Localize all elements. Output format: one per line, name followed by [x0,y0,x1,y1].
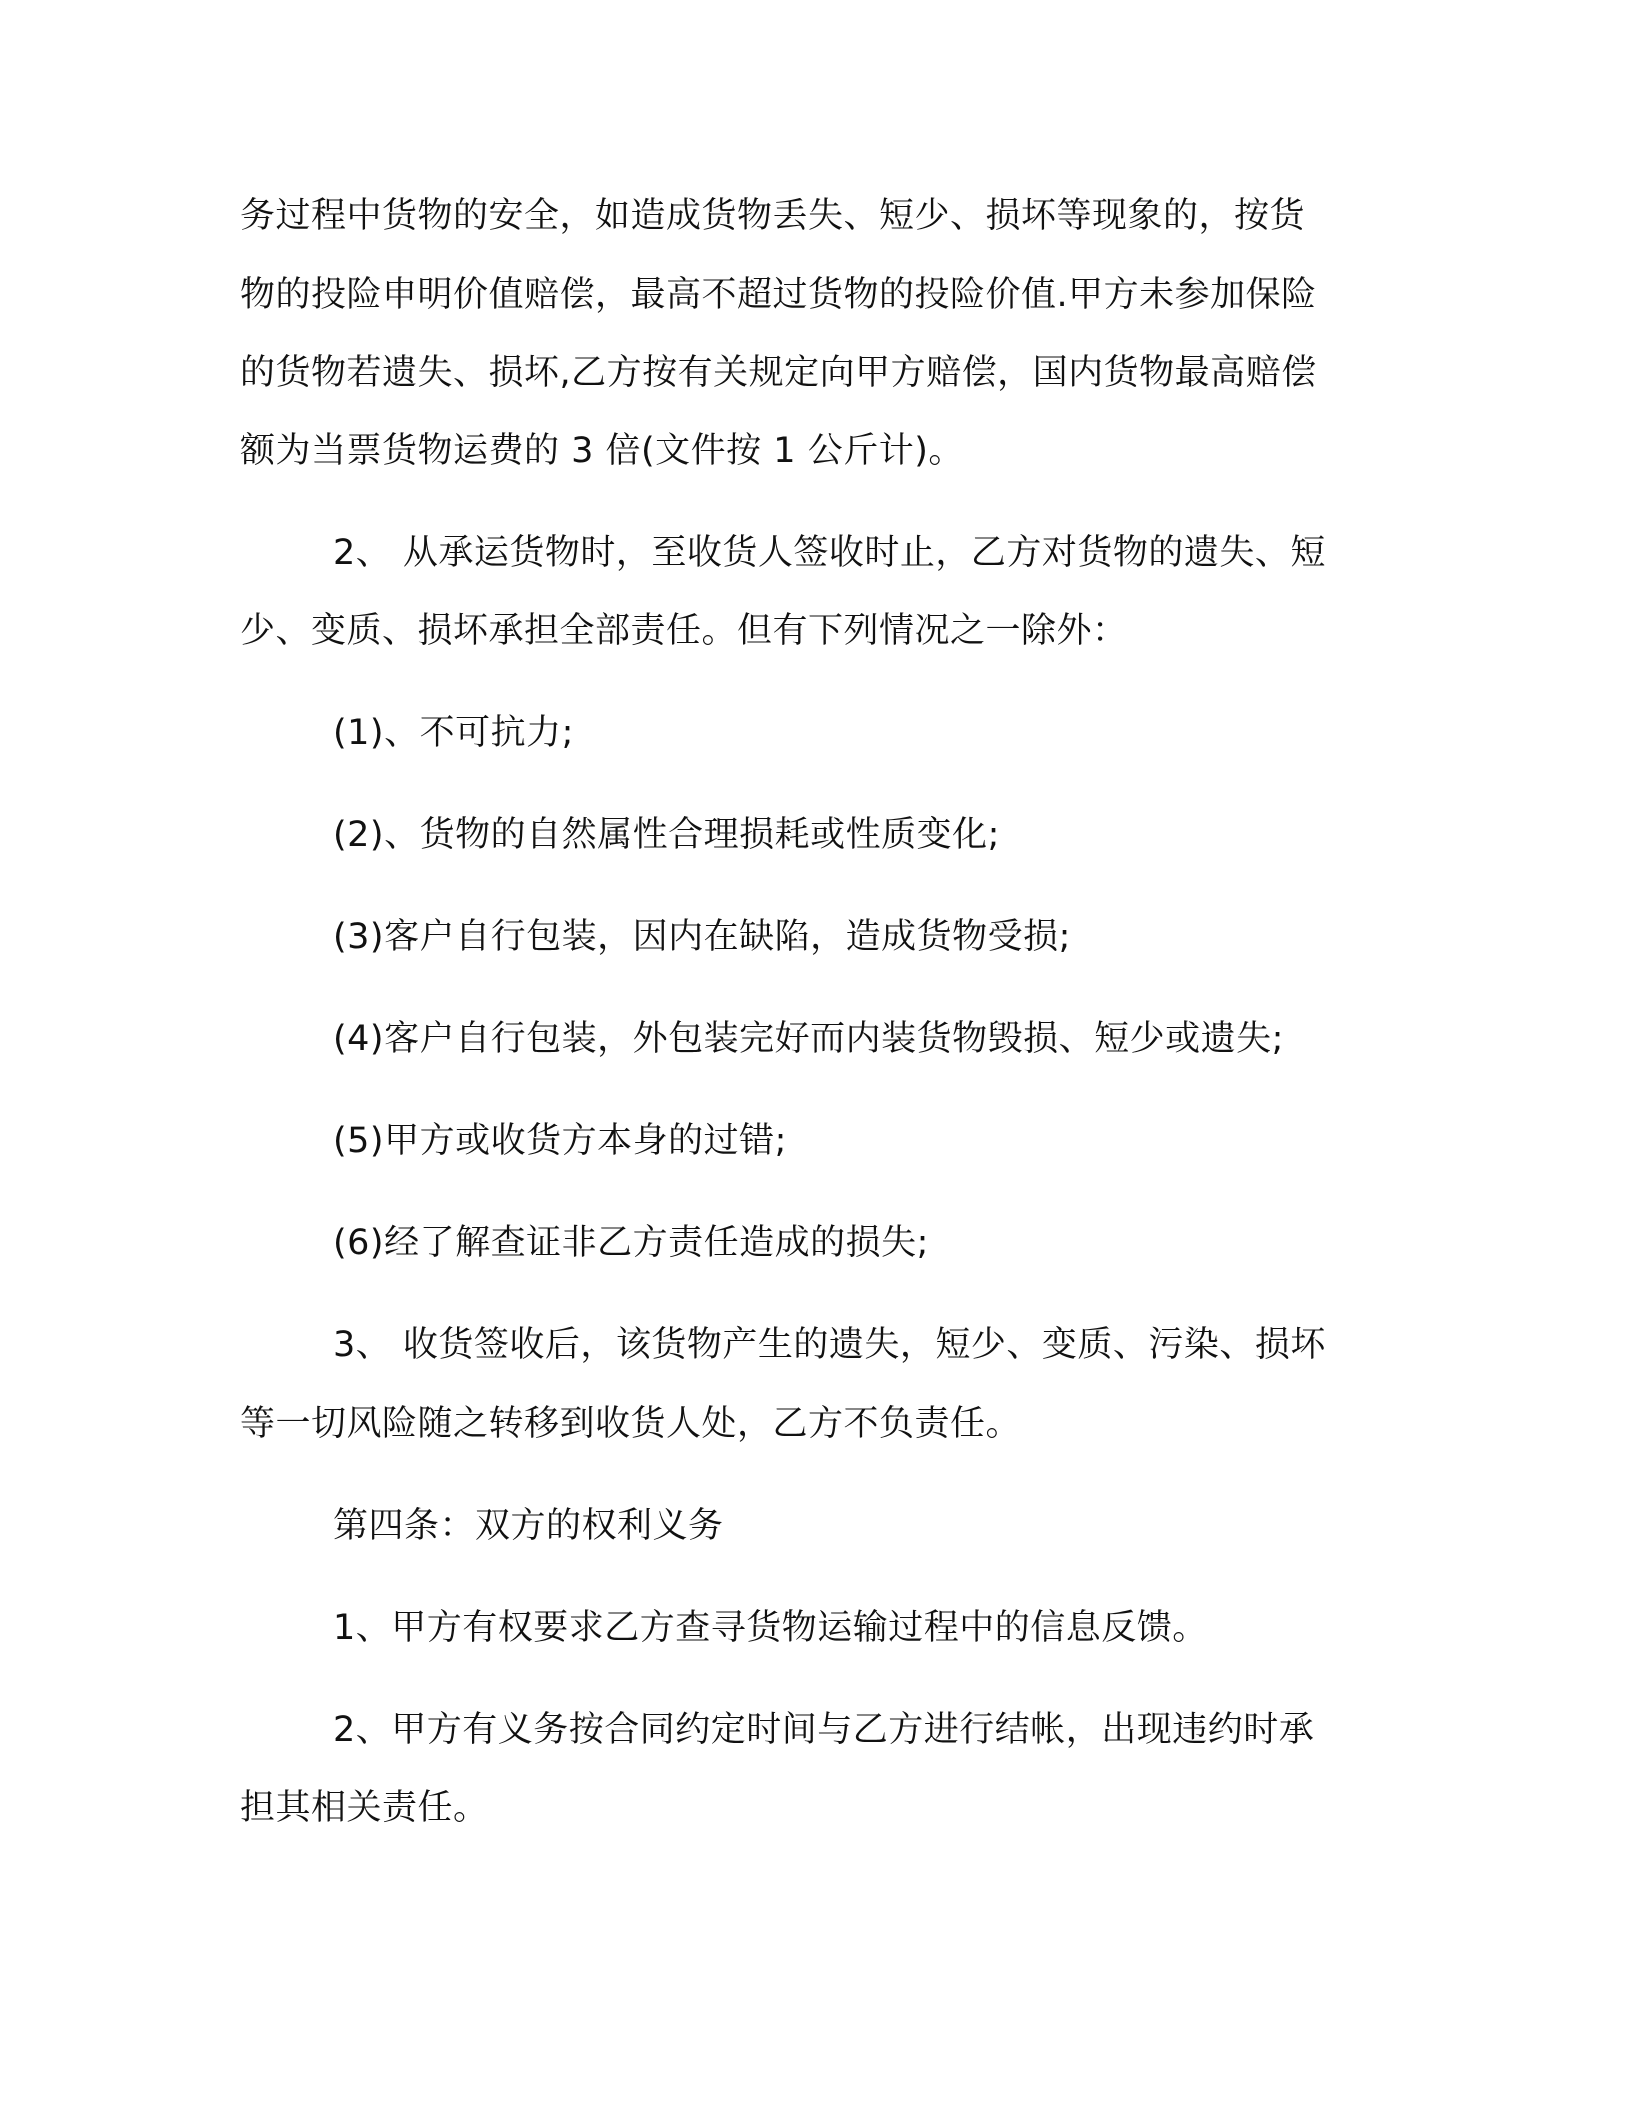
exception-1: (1)、不可抗力; [333,713,574,753]
exception-2: (2)、货物的自然属性合理损耗或性质变化; [333,815,1000,855]
clause-3-line-1: 3、 收货签收后，该货物产生的遗失，短少、变质、污染、损坏 [333,1325,1326,1365]
right-1: 1、甲方有权要求乙方查寻货物运输过程中的信息反馈。 [333,1608,1208,1648]
exception-4: (4)客户自行包装，外包装完好而内装货物毁损、短少或遗失; [333,1019,1284,1059]
exception-3: (3)客户自行包装，因内在缺陷，造成货物受损; [333,917,1071,957]
clause-2-line-1: 2、 从承运货物时，至收货人签收时止，乙方对货物的遗失、短 [333,533,1326,573]
exception-5: (5)甲方或收货方本身的过错; [333,1121,787,1161]
right-2-line-2: 担其相关责任。 [240,1788,489,1828]
exception-6: (6)经了解查证非乙方责任造成的损失; [333,1223,929,1263]
paragraph-1-line-4: 额为当票货物运费的 3 倍(文件按 1 公斤计)。 [240,431,964,471]
paragraph-1-line-3: 的货物若遗失、损坏,乙方按有关规定向甲方赔偿，国内货物最高赔偿 [240,353,1317,393]
paragraph-1-line-1: 务过程中货物的安全，如造成货物丢失、短少、损坏等现象的，按货 [240,196,1306,236]
paragraph-1-line-2: 物的投险申明价值赔偿，最高不超过货物的投险价值.甲方未参加保险 [240,275,1317,315]
clause-2-line-2: 少、变质、损坏承担全部责任。但有下列情况之一除外： [240,611,1128,651]
clause-3-line-2: 等一切风险随之转移到收货人处，乙方不负责任。 [240,1404,1022,1444]
right-2-line-1: 2、甲方有义务按合同约定时间与乙方进行结帐，出现违约时承 [333,1710,1315,1750]
article-4-heading: 第四条：双方的权利义务 [333,1506,724,1546]
